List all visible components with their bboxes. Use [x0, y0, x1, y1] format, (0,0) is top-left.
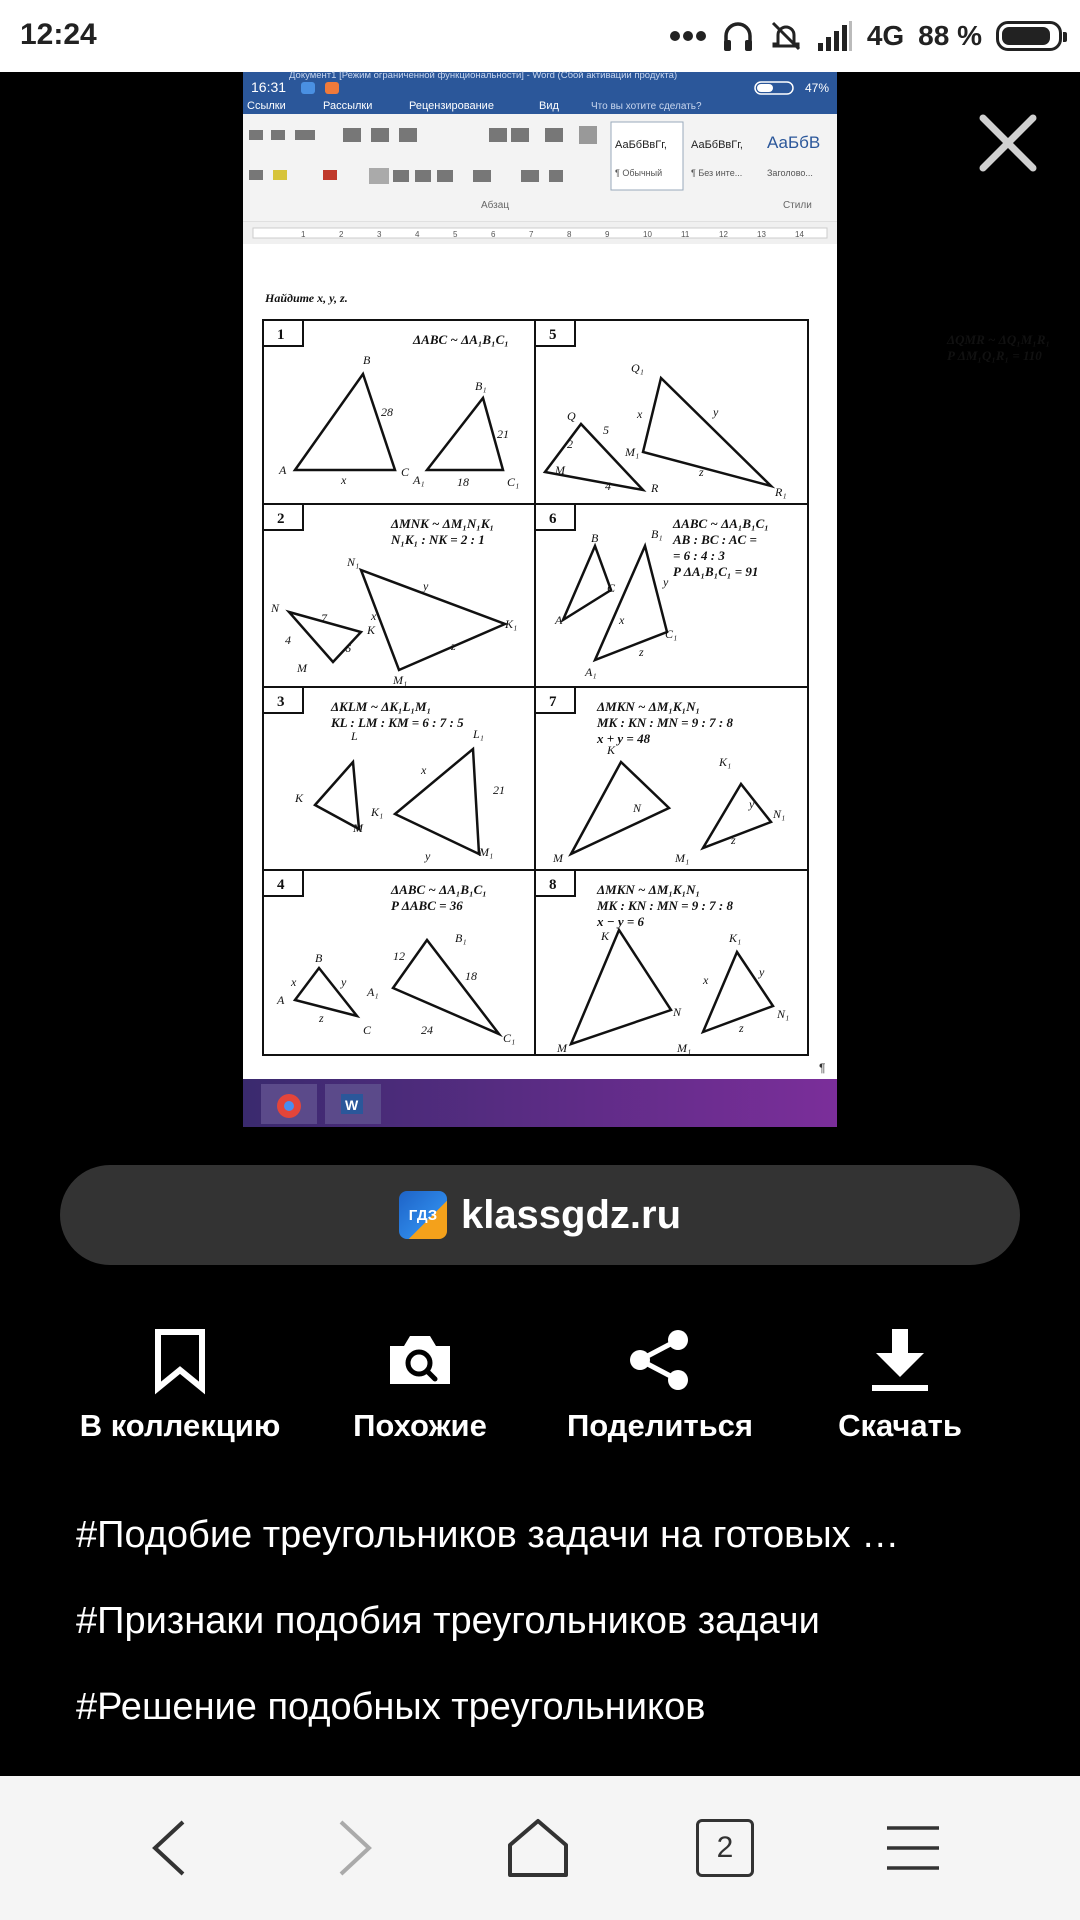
triangle-label: z: [451, 639, 456, 653]
tabs-button[interactable]: [680, 1806, 770, 1890]
triangle-label: M: [353, 821, 363, 835]
problem-condition: = 6 : 4 : 3: [673, 548, 725, 563]
triangle-label: y: [423, 579, 429, 593]
chevron-right-icon: [335, 1818, 375, 1878]
triangle-label: y: [425, 849, 431, 863]
style-sample: АаБбВ: [767, 133, 821, 152]
triangle-label: B: [315, 951, 323, 965]
tag-link[interactable]: #Признаки подобия треугольников задачи: [76, 1600, 820, 1642]
back-button[interactable]: [124, 1806, 214, 1890]
triangle-label: M: [553, 851, 563, 865]
network-type: 4G: [866, 20, 905, 51]
word-window-title: Документ1 [Режим ограниченной функциональности] - Word (Сбой активации продукта): [289, 70, 678, 81]
home-icon: [506, 1817, 570, 1879]
status-icons: [669, 16, 1062, 56]
triangle-label: y: [713, 405, 719, 419]
problem-condition: ΔMKN ~ ΔM₁K₁N₁: [597, 882, 701, 897]
menu-button[interactable]: [868, 1806, 958, 1890]
add-to-collection-button[interactable]: [60, 1320, 300, 1460]
triangle-label: 7: [321, 611, 327, 625]
triangle-label: K₁: [505, 617, 518, 631]
problem-number: 1: [277, 327, 285, 343]
pilcrow-mark: ¶: [819, 1061, 826, 1075]
triangle-label: 21: [497, 427, 509, 441]
ribbon-tab[interactable]: Ссылки: [247, 100, 286, 112]
triangle-label: M₁: [625, 445, 640, 459]
ruler-tick: 3: [377, 230, 382, 239]
status-bar: [0, 0, 1080, 72]
triangle-label: 2: [567, 437, 573, 451]
problem-condition: ΔKLM ~ ΔK₁L₁M₁: [331, 699, 432, 714]
triangle-label: M₁: [675, 851, 690, 865]
triangle-label: B: [363, 353, 371, 367]
ribbon-tab[interactable]: Рассылки: [323, 100, 373, 112]
action-label: В коллекцию: [79, 1408, 281, 1443]
chevron-left-icon: [149, 1818, 189, 1878]
triangle-label: K: [601, 929, 610, 943]
triangle-label: C: [363, 1023, 372, 1037]
triangle-label: K₁: [729, 931, 742, 945]
ruler-tick: 6: [491, 230, 496, 239]
problem-condition: ΔABC ~ ΔA₁B₁C₁: [413, 332, 509, 347]
close-icon[interactable]: [975, 110, 1041, 176]
doc-heading: Найдите x, y, z.: [265, 291, 348, 305]
triangle-label: C₁: [507, 475, 520, 489]
ribbon-tab[interactable]: Рецензирование: [409, 100, 494, 112]
problem-condition: N₁K₁ : NK = 2 : 1: [391, 532, 485, 547]
style-name: ¶ Обычный: [615, 168, 663, 178]
problem-condition: ΔMNK ~ ΔM₁N₁K₁: [391, 516, 495, 531]
triangle-label: 28: [381, 405, 393, 419]
source-site-button[interactable]: [60, 1165, 1020, 1265]
preview-image[interactable]: [243, 70, 1051, 1127]
triangle-label: 18: [465, 969, 477, 983]
problem-condition: ΔMKN ~ ΔM₁K₁N₁: [597, 699, 701, 714]
problem-number: 6: [549, 511, 557, 527]
action-label: Похожие: [353, 1408, 487, 1443]
triangle-label: L: [351, 729, 358, 743]
tag-list: [76, 1505, 1016, 1763]
style-name: ¶ Без инте...: [691, 168, 743, 178]
similar-button[interactable]: [300, 1320, 540, 1460]
triangle-label: M₁: [479, 845, 494, 859]
hamburger-menu-icon: [885, 1824, 941, 1872]
triangle-label: x: [703, 973, 709, 987]
more-dots-icon: [669, 30, 707, 42]
group-paragraph: Абзац: [481, 200, 510, 211]
triangle-label: Q₁: [631, 361, 644, 375]
problem-condition: KL : LM : KM = 6 : 7 : 5: [331, 715, 464, 730]
battery-percent: 88 %: [918, 20, 982, 51]
problem-condition: ΔABC ~ ΔA₁B₁C₁: [391, 882, 487, 897]
triangle-label: L₁: [473, 727, 484, 741]
tell-me-box: Что вы хотите сделать?: [591, 101, 702, 112]
problem-number: 8: [549, 877, 557, 893]
style-item[interactable]: [611, 122, 683, 190]
source-site-name: klassgdz.ru: [460, 1192, 682, 1237]
camera-search-icon: [386, 1332, 454, 1388]
triangle-label: K: [367, 623, 376, 637]
home-button[interactable]: [493, 1806, 583, 1890]
triangle-label: M₁: [677, 1041, 692, 1055]
triangle-label: x: [371, 609, 377, 623]
triangle-label: M: [297, 661, 307, 675]
group-styles: Стили: [783, 200, 812, 211]
triangle-label: z: [699, 465, 704, 479]
download-icon: [870, 1327, 930, 1393]
ruler-tick: 11: [681, 230, 690, 239]
ruler-tick: 8: [567, 230, 572, 239]
tab-count: 2: [696, 1819, 754, 1877]
ruler-tick: 14: [795, 230, 804, 239]
problem-condition: P ΔA₁B₁C₁ = 91: [673, 564, 759, 579]
action-label: Поделиться: [566, 1408, 754, 1443]
headphones-icon: [721, 19, 755, 53]
triangle-label: x: [291, 975, 297, 989]
triangle-label: A₁: [367, 985, 379, 999]
battery-icon: [996, 21, 1062, 51]
tag-link[interactable]: #Решение подобных треугольников: [76, 1686, 706, 1728]
triangle-label: K₁: [371, 805, 384, 819]
embedded-status-time: 16:31: [251, 79, 287, 95]
style-gallery: [611, 122, 835, 190]
ruler-tick: 7: [529, 230, 534, 239]
ruler-tick: 5: [453, 230, 458, 239]
share-icon: [628, 1328, 692, 1392]
triangle-label: A: [555, 613, 563, 627]
triangle-label: B₁: [455, 931, 467, 945]
triangle-label: C₁: [665, 627, 678, 641]
triangle-label: 21: [493, 783, 505, 797]
embedded-app-icon: [301, 82, 315, 94]
problem-number: 2: [277, 511, 285, 527]
problem-condition: AB : BC : AC =: [673, 532, 757, 547]
signal-icon: [817, 21, 853, 51]
style-name: Заголово...: [767, 168, 813, 178]
triangle-label: y: [341, 975, 347, 989]
triangle-label: M₁: [393, 673, 408, 687]
triangle-label: B: [591, 531, 599, 545]
problem-condition: x + y = 48: [597, 731, 651, 746]
triangle-label: K: [607, 743, 616, 757]
triangle-label: N: [271, 601, 280, 615]
ruler-tick: 10: [643, 230, 652, 239]
triangle-label: A₁: [413, 473, 425, 487]
download-button[interactable]: [780, 1320, 1020, 1460]
triangle-label: B₁: [475, 379, 487, 393]
ruler-tick: 9: [605, 230, 610, 239]
triangle-label: z: [319, 1011, 324, 1025]
triangle-label: A: [277, 993, 285, 1007]
triangle-label: N₁: [777, 1007, 790, 1021]
problem-number: 3: [277, 694, 285, 710]
triangle-label: K₁: [719, 755, 732, 769]
triangle-label: B₁: [651, 527, 663, 541]
ruler-tick: 2: [339, 230, 344, 239]
forward-button[interactable]: [310, 1806, 400, 1890]
browser-nav-bar: [0, 1776, 1080, 1920]
ruler-tick: 12: [719, 230, 728, 239]
triangle-label: N₁: [773, 807, 786, 821]
share-button[interactable]: [540, 1320, 780, 1460]
triangle-label: x: [637, 407, 643, 421]
problem-condition: P ΔABC = 36: [391, 898, 463, 913]
style-item[interactable]: [687, 122, 759, 190]
problem-number: 5: [549, 327, 557, 343]
triangle-label: x: [619, 613, 625, 627]
triangle-label: M: [557, 1041, 567, 1055]
svg-text:W: W: [345, 1097, 359, 1113]
triangle-label: K: [295, 791, 304, 805]
triangle-label: M: [555, 463, 565, 477]
embedded-battery: 47%: [805, 81, 830, 95]
problem-number: 4: [277, 877, 285, 893]
triangle-label: R₁: [775, 485, 787, 499]
triangle-label: y: [663, 575, 669, 589]
problem-condition: x − y = 6: [597, 914, 645, 929]
triangle-label: C: [607, 581, 616, 595]
triangle-label: 18: [457, 475, 469, 489]
ribbon-tab[interactable]: Вид: [539, 100, 559, 112]
triangle-label: A₁: [585, 665, 597, 679]
triangle-label: x: [341, 473, 347, 487]
triangle-label: C: [401, 465, 410, 479]
triangle-label: x: [421, 763, 427, 777]
action-label: Скачать: [838, 1408, 962, 1443]
style-sample: АаБбВвГг,: [691, 139, 743, 151]
problem-condition: ΔQMR ~ ΔQ₁M₁R₁: [947, 332, 1051, 347]
triangle-label: y: [759, 965, 765, 979]
triangle-label: 4: [285, 633, 291, 647]
ruler-tick: 4: [415, 230, 420, 239]
problem-condition: ΔABC ~ ΔA₁B₁C₁: [673, 516, 769, 531]
embedded-app-icon: [325, 82, 339, 94]
site-favicon-icon: ГДЗ: [399, 1191, 447, 1239]
triangle-label: 12: [393, 949, 405, 963]
triangle-label: z: [639, 645, 644, 659]
bookmark-icon: [152, 1328, 208, 1392]
ruler-tick: 13: [757, 230, 766, 239]
triangle-label: z: [739, 1021, 744, 1035]
problem-condition: P ΔM₁Q₁R₁ = 110: [947, 348, 1042, 363]
triangle-label: y: [749, 797, 755, 811]
problem-number: 7: [549, 694, 557, 710]
action-bar: [0, 1320, 1080, 1460]
triangle-label: 5: [603, 423, 609, 437]
style-sample: АаБбВвГг,: [615, 139, 667, 151]
triangle-label: 4: [605, 479, 611, 493]
triangle-label: Q: [567, 409, 576, 423]
tag-link[interactable]: #Подобие треугольников задачи на готовых …: [76, 1514, 900, 1556]
problem-condition: MK : KN : MN = 9 : 7 : 8: [597, 898, 733, 913]
triangle-label: z: [731, 833, 736, 847]
triangle-label: 24: [421, 1023, 433, 1037]
problem-condition: MK : KN : MN = 9 : 7 : 8: [597, 715, 733, 730]
status-time: 12:24: [20, 18, 97, 51]
triangle-label: R: [651, 481, 659, 495]
triangle-label: 6: [345, 641, 351, 655]
ruler-tick: 1: [301, 230, 306, 239]
triangle-label: N₁: [347, 555, 360, 569]
triangle-label: C₁: [503, 1031, 516, 1045]
triangle-label: N: [673, 1005, 682, 1019]
triangle-label: N: [633, 801, 642, 815]
mute-bell-icon: [769, 19, 803, 53]
triangle-label: A: [279, 463, 287, 477]
